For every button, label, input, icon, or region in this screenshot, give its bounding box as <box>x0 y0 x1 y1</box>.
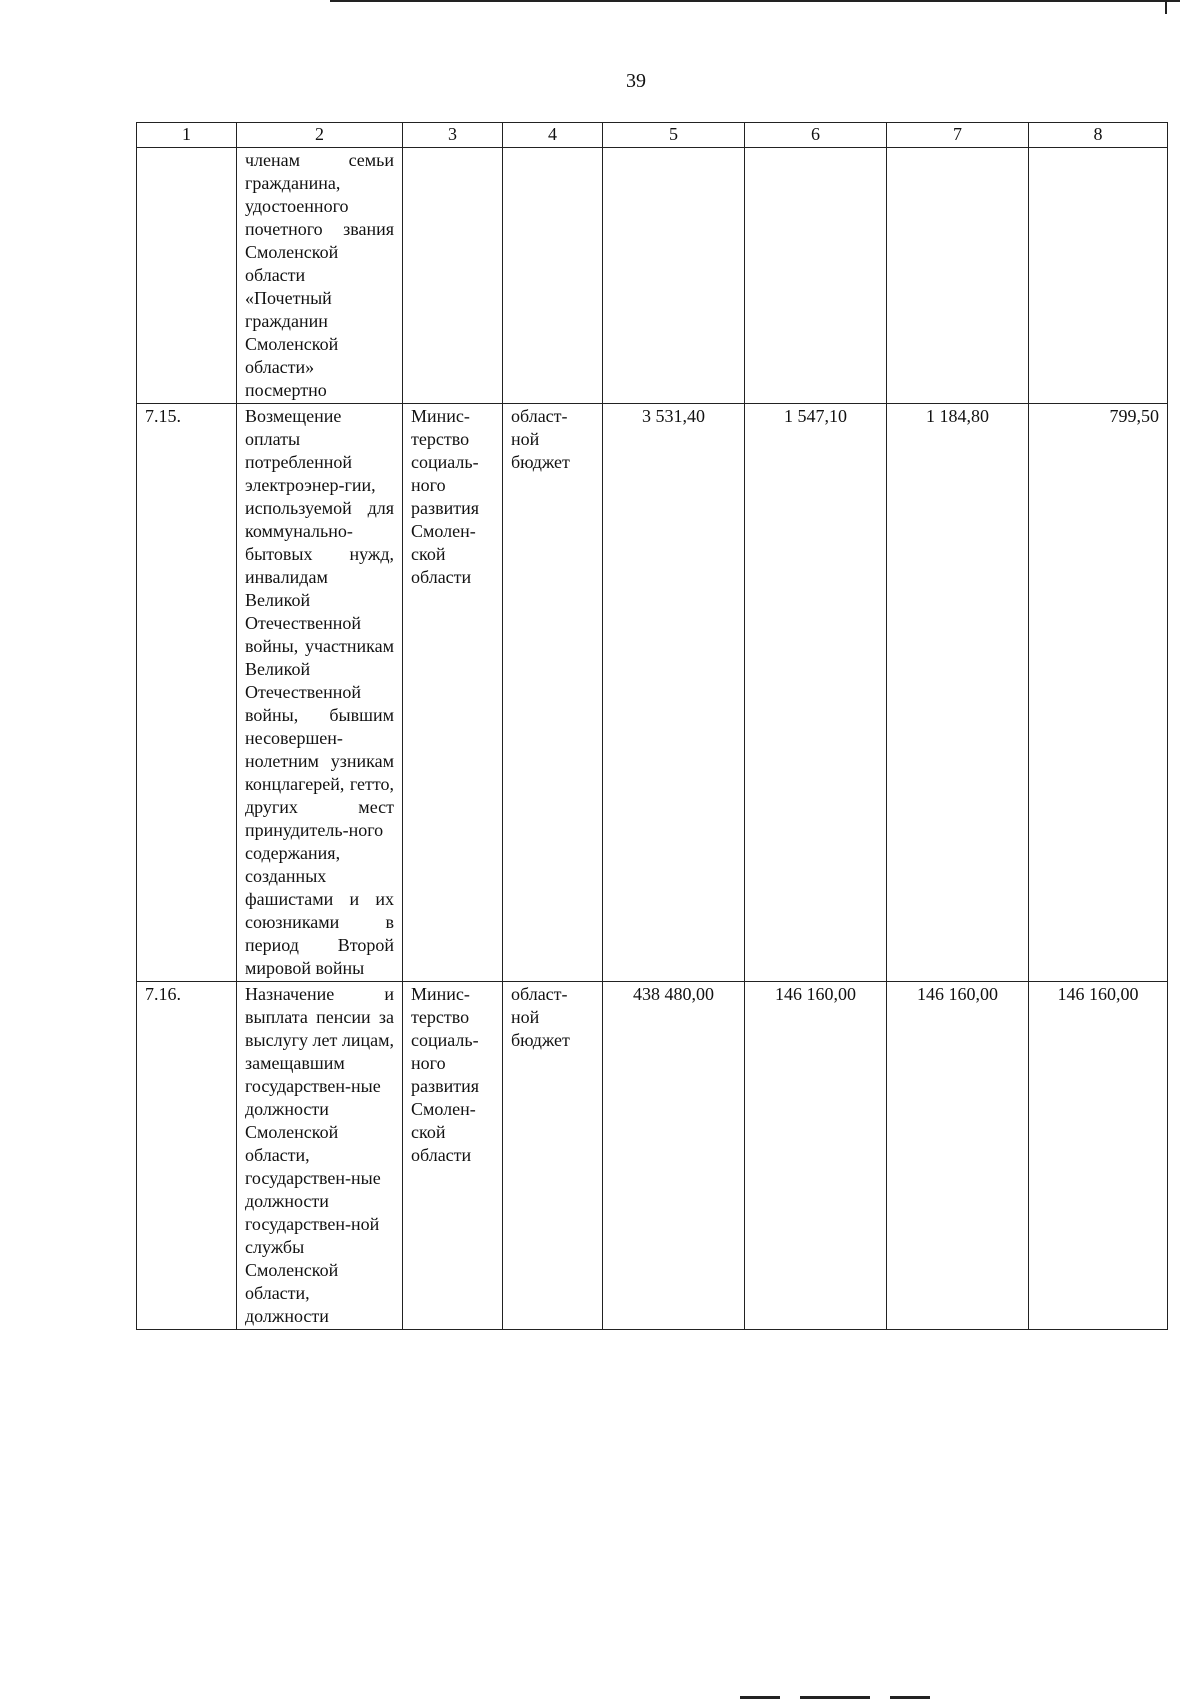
budget-table <box>136 122 1168 1330</box>
row-code: 7.16. <box>137 982 237 1330</box>
continuation-year1-cell <box>745 148 887 404</box>
row-code: 7.15. <box>137 404 237 982</box>
top-rule-corner <box>1165 0 1167 14</box>
row-year2: 146 160,00 <box>887 982 1029 1330</box>
row-source: област-ной бюджет <box>503 982 603 1330</box>
row-total: 438 480,00 <box>603 982 745 1330</box>
row-year3: 146 160,00 <box>1029 982 1168 1330</box>
header-col-3: 3 <box>403 123 503 148</box>
continuation-year2-cell <box>887 148 1029 404</box>
continuation-code-cell <box>137 148 237 404</box>
row-executor: Минис-терство социаль-ного развития Смолен-ской области <box>403 982 503 1330</box>
row-year3: 799,50 <box>1029 404 1168 982</box>
header-row <box>137 123 1168 148</box>
continuation-executor-cell <box>403 148 503 404</box>
header-col-2: 2 <box>237 123 403 148</box>
continuation-year3-cell <box>1029 148 1168 404</box>
row-source: област-ной бюджет <box>503 404 603 982</box>
top-rule <box>330 0 1180 2</box>
header-col-4: 4 <box>503 123 603 148</box>
table-row <box>137 404 1168 982</box>
header-col-8: 8 <box>1029 123 1168 148</box>
row-executor: Минис-терство социаль-ного развития Смолен-ской области <box>403 404 503 982</box>
header-col-5: 5 <box>603 123 745 148</box>
header-col-1: 1 <box>137 123 237 148</box>
continuation-source-cell <box>503 148 603 404</box>
table-row <box>137 982 1168 1330</box>
scan-marks <box>740 1696 1180 1702</box>
continuation-description: членам семьи гражданина, удостоенного почетного звания Смоленской области «Почетный гражданин Смоленской области» посмертно <box>237 148 403 404</box>
row-description: Возмещение оплаты потребленной электроэнер-гии, используемой для коммунально-бытовых нужд, инвалидам Великой Отечественной войны, участникам Великой Отечественной войны, бывшим несовершен-нолетним узникам концлагерей, гетто, других мест принудитель-ного содержания, созданных фашистами и их союзниками в период Второй мировой войны <box>237 404 403 982</box>
row-total: 3 531,40 <box>603 404 745 982</box>
row-year1: 146 160,00 <box>745 982 887 1330</box>
row-description: Назначение и выплата пенсии за выслугу лет лицам, замещавшим государствен-ные должности Смоленской области, государствен-ные должности государствен-ной службы Смоленской области, должности <box>237 982 403 1330</box>
continuation-row <box>137 148 1168 404</box>
continuation-total-cell <box>603 148 745 404</box>
header-col-6: 6 <box>745 123 887 148</box>
page-number: 39 <box>626 70 646 92</box>
header-col-7: 7 <box>887 123 1029 148</box>
row-year2: 1 184,80 <box>887 404 1029 982</box>
row-year1: 1 547,10 <box>745 404 887 982</box>
